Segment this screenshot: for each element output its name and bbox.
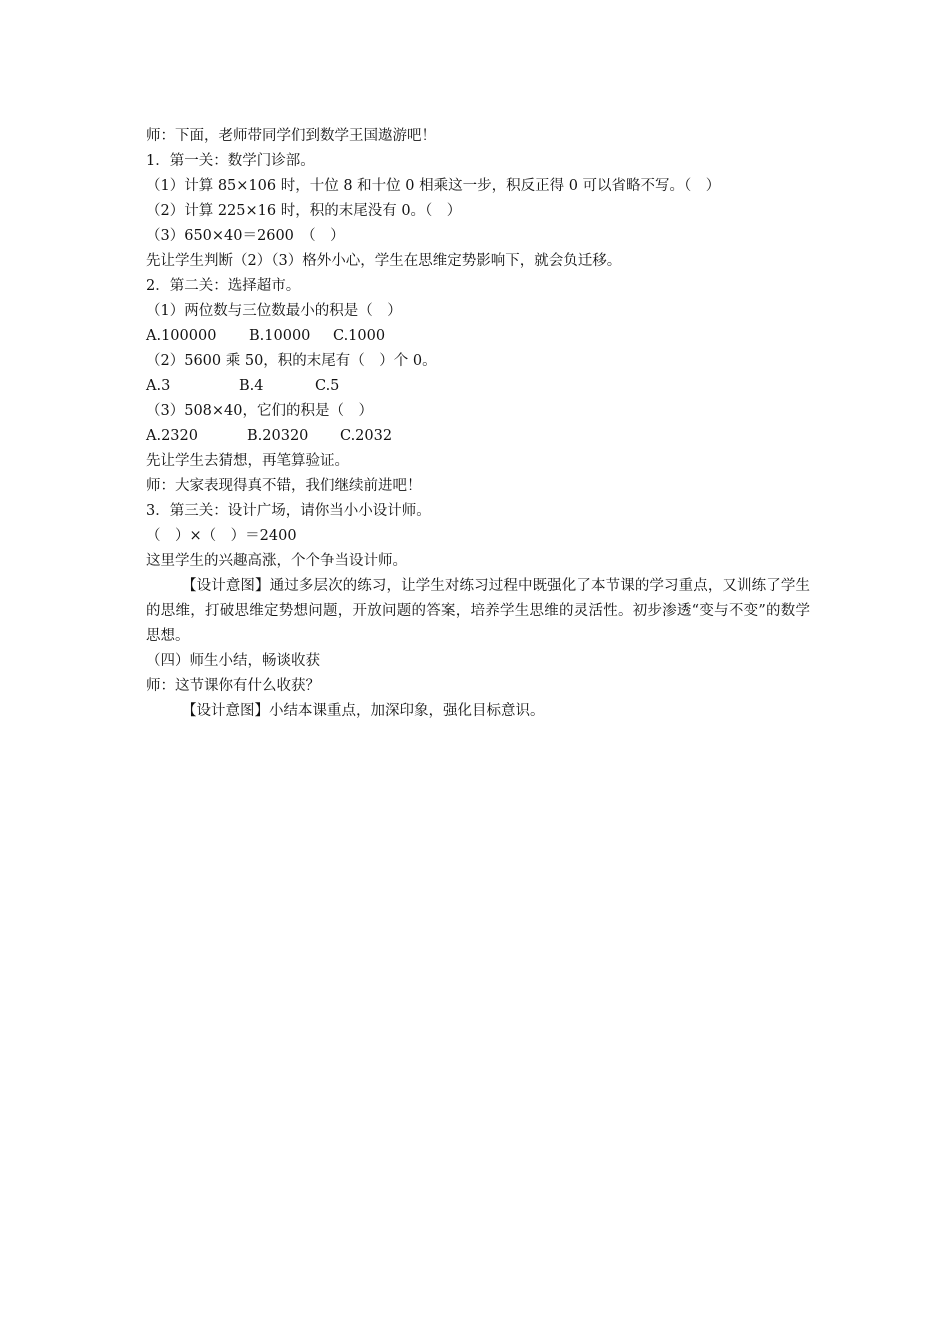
question-1-2: （2）计算 225×16 时，积的末尾没有 0。（ ）: [146, 203, 462, 219]
text-line: 师：下面，老师带同学们到数学王国遨游吧！: [146, 128, 436, 144]
question-3-1: （ ）×（ ）＝2400: [146, 528, 297, 544]
design-intent-paragraph: 【设计意图】通过多层次的练习，让学生对练习过程中既强化了本节课的学习重点，又训练了学生的思维，打破思维定势想问题，开放问题的答案，培养学生思维的灵活性。初步渗透“变与不变”的数学思想。: [146, 578, 810, 644]
option-c: C.5: [315, 378, 340, 394]
option-a: A.3: [146, 378, 171, 394]
options-2-2: [146, 374, 810, 399]
options-2-1: [146, 324, 810, 349]
option-b: B.10000: [249, 328, 311, 344]
section-heading-2: 2．第二关：选择超市。: [146, 278, 301, 294]
design-intent-summary: 【设计意图】小结本课重点，加深印象，强化目标意识。: [182, 703, 545, 719]
option-c: C.2032: [340, 428, 393, 444]
section-heading-4: （四）师生小结，畅谈收获: [146, 653, 320, 669]
document-body: [146, 124, 810, 724]
question-1-3: （3）650×40＝2600 （ ）: [146, 228, 345, 244]
option-a: A.2320: [146, 428, 198, 444]
section-heading-3: 3．第三关：设计广场，请你当小小设计师。: [146, 503, 431, 519]
question-2-1: （1）两位数与三位数最小的积是（ ）: [146, 303, 402, 319]
option-b: B.4: [239, 378, 264, 394]
text-line: 师：这节课你有什么收获？: [146, 678, 320, 694]
text-line: 师：大家表现得真不错，我们继续前进吧！: [146, 478, 422, 494]
option-c: C.1000: [333, 328, 386, 344]
text-line: 这里学生的兴趣高涨，个个争当设计师。: [146, 553, 407, 569]
section-heading-1: 1．第一关：数学门诊部。: [146, 153, 315, 169]
text-line: 先让学生去猜想，再笔算验证。: [146, 453, 349, 469]
question-1-1: （1）计算 85×106 时，十位 8 和十位 0 相乘这一步，积反正得 0 可以省略不写。（ ）: [146, 178, 721, 194]
question-2-3: （3）508×40，它们的积是（ ）: [146, 403, 374, 419]
question-2-2: （2）5600 乘 50，积的末尾有（ ）个 0。: [146, 353, 437, 369]
options-2-3: [146, 424, 810, 449]
option-a: A.100000: [146, 328, 217, 344]
text-line: 先让学生判断（2）（3）格外小心，学生在思维定势影响下，就会负迁移。: [146, 253, 622, 269]
option-b: B.20320: [247, 428, 309, 444]
